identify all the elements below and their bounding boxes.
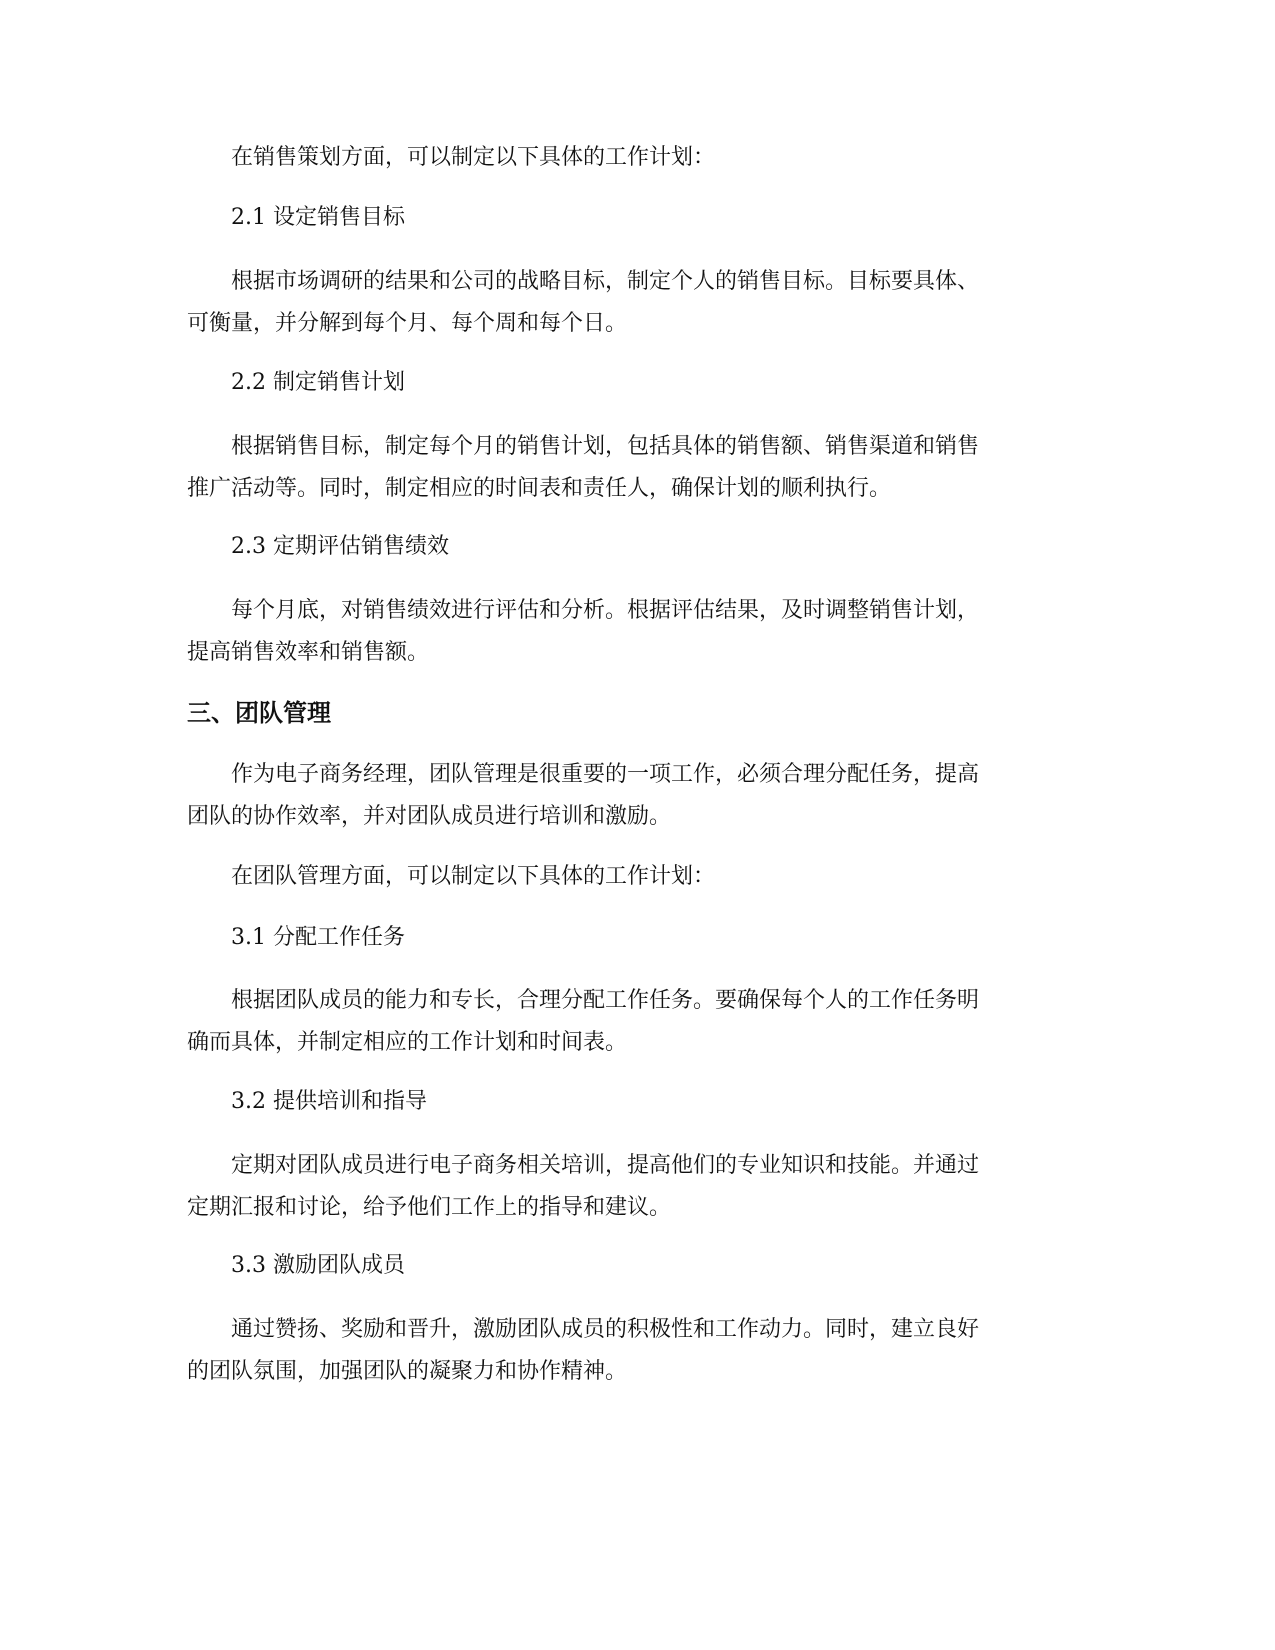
- subheading-2-2: 2.2 制定销售计划: [231, 370, 405, 395]
- paragraph-line: 作为电子商务经理，团队管理是很重要的一项工作，必须合理分配任务，提高: [231, 762, 980, 787]
- paragraph-line: 团队的协作效率，并对团队成员进行培训和激励。: [187, 804, 672, 829]
- paragraph-line: 每个月底，对销售绩效进行评估和分析。根据评估结果，及时调整销售计划，: [231, 598, 980, 623]
- paragraph-sales-plan: [187, 426, 1087, 510]
- subheading-3-2: 3.2 提供培训和指导: [231, 1089, 427, 1114]
- paragraph-line: 根据市场调研的结果和公司的战略目标，制定个人的销售目标。目标要具体、: [231, 269, 980, 294]
- paragraph-assign-tasks: [187, 980, 1087, 1064]
- paragraph-line: 通过赞扬、奖励和晋升，激励团队成员的积极性和工作动力。同时，建立良好: [231, 1317, 980, 1342]
- section-title-team-management: 三、团队管理: [187, 699, 331, 727]
- subheading-2-3: 2.3 定期评估销售绩效: [231, 534, 449, 559]
- paragraph-line: 的团队氛围，加强团队的凝聚力和协作精神。: [187, 1359, 628, 1384]
- paragraph-line: 可衡量，并分解到每个月、每个周和每个日。: [187, 311, 628, 336]
- paragraph-sales-planning-intro: 在销售策划方面，可以制定以下具体的工作计划：: [231, 145, 716, 170]
- paragraph-line: 根据销售目标，制定每个月的销售计划，包括具体的销售额、销售渠道和销售: [231, 434, 980, 459]
- paragraph-line: 推广活动等。同时，制定相应的时间表和责任人，确保计划的顺利执行。: [187, 476, 892, 501]
- paragraph-line: 定期汇报和讨论，给予他们工作上的指导和建议。: [187, 1195, 672, 1220]
- paragraph-line: 根据团队成员的能力和专长，合理分配工作任务。要确保每个人的工作任务明: [231, 988, 980, 1013]
- paragraph-sales-evaluation: [187, 590, 1087, 674]
- paragraph-line: 定期对团队成员进行电子商务相关培训，提高他们的专业知识和技能。并通过: [231, 1153, 980, 1178]
- paragraph-team-planning-intro: 在团队管理方面，可以制定以下具体的工作计划：: [231, 864, 716, 889]
- paragraph-motivation: [187, 1309, 1087, 1393]
- paragraph-line: 提高销售效率和销售额。: [187, 640, 430, 665]
- paragraph-line: 确而具体，并制定相应的工作计划和时间表。: [187, 1030, 628, 1055]
- paragraph-training: [187, 1145, 1087, 1229]
- subheading-3-1: 3.1 分配工作任务: [231, 925, 405, 950]
- paragraph-team-intro: [187, 754, 1087, 838]
- subheading-3-3: 3.3 激励团队成员: [231, 1253, 405, 1278]
- subheading-2-1: 2.1 设定销售目标: [231, 205, 405, 230]
- paragraph-sales-goal: [187, 261, 1087, 345]
